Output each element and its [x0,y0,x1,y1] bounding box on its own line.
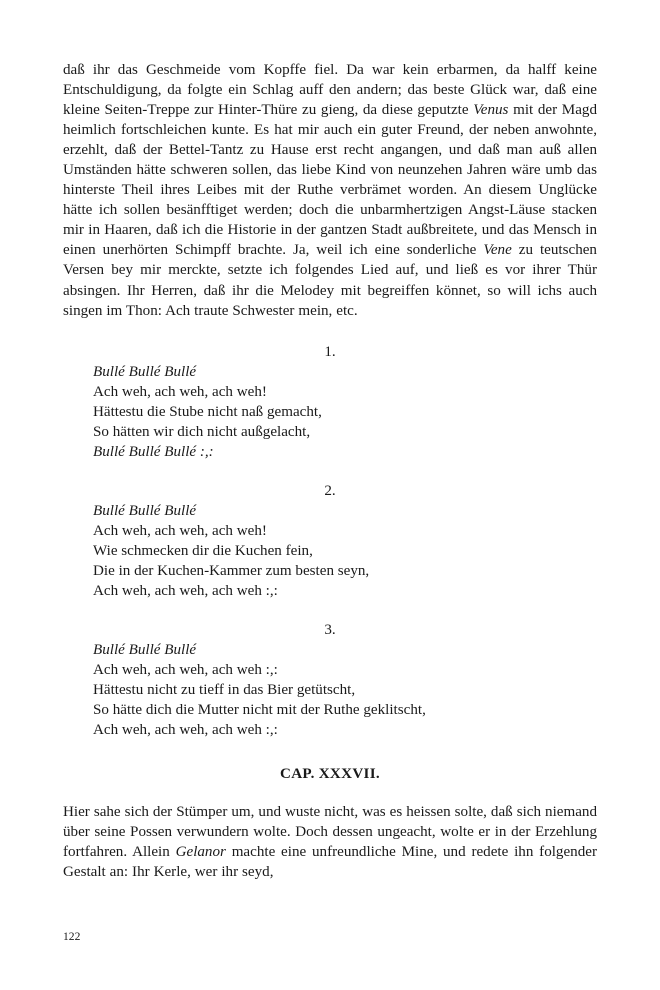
verse-line: So hätte dich die Mutter nicht mit der Ruthe geklitscht, [93,702,426,719]
spacer [63,785,597,802]
verse-line: Hättestu die Stube nicht naß gemacht, [93,403,322,420]
verse-line: Die in der Kuchen-Kammer zum besten seyn, [93,563,370,580]
verse-line: Bullé Bullé Bullé [93,642,197,659]
body-text-run: machte eine unfreundliche Mine, und redete ihn folgender Gestalt an: Ihr Kerle, wer ihr seyd, [63,843,597,880]
verse-number: 3. [324,622,336,639]
body-paragraph-closing [63,802,597,882]
verse-block [63,481,597,601]
spacer [63,740,597,764]
body-paragraph-main [63,60,597,321]
verse-line: Ach weh, ach weh, ach weh :,: [93,662,278,679]
verse-block [63,342,597,462]
verse-line: Ach weh, ach weh, ach weh :,: [93,583,278,600]
emphasized-text: Gelanor [175,843,226,860]
emphasized-text: Vene [483,242,512,259]
verse-line: Ach weh, ach weh, ach weh :,: [93,722,278,739]
body-text-run: daß ihr das Geschmeide vom Kopffe fiel. Da war kein erbarmen, da halff keine Entschuldigung, da folgte ein Schlag auff den andern; das beste Glück war, daß eine kleine Seiten-Treppe zur Hinter-Thüre zu gieng, da diese geputzte [63,62,597,119]
verse-line: So hätten wir dich nicht außgelacht, [93,423,311,440]
page-text-block [63,60,597,882]
verse-line: Bullé Bullé Bullé [93,363,197,380]
spacer [63,462,597,481]
verse-line: Ach weh, ach weh, ach weh! [93,522,267,539]
verse-line: Ach weh, ach weh, ach weh! [93,383,267,400]
verse-line: Bullé Bullé Bullé [93,502,197,519]
verse-line-list [93,640,597,740]
song-verses [63,342,597,741]
verse-line-list [93,501,597,601]
body-text-run: Hier sahe sich der Stümper um, und wuste nicht, was es heissen solte, daß sich niemand über seine Possen verwundern wolte. Doch dessen ungeacht, wolte er in der Erzehlung fortfahren. Allein [63,803,597,860]
verse-block [63,620,597,740]
body-text-run: mit der Magd heimlich fortschleichen kunte. Es hat mir auch ein guter Freund, der neben anwohnte, erzehlt, daß der Bettel-Tantz zu Hause erst recht angangen, und daß man auß allen Umständen hätte schweren sollen, das liebe Kind von neunzehen Jahren wäre umb das hinterste Theil ihres Leibes mit der Ruthe verbrämet worden. An diesem Unglücke hätte ich sollen besänfftiget werden; doch die unbarmhertzigen Angst-Läuse stacken mir in Haaren, daß ich die Historie in der gantzen Stadt außbreitete, und das Mensch in einen unerhörten Schimpff brachte. Ja, weil ich eine sonderliche [63,102,597,259]
verse-number: 2. [324,482,336,499]
verse-line: Bullé Bullé Bullé :,: [93,443,214,460]
verse-line: Hättestu nicht zu tieff in das Bier getütscht, [93,682,356,699]
verse-line: Wie schmecken dir die Kuchen fein, [93,543,313,560]
page-number: 122 [63,930,81,943]
chapter-heading: CAP. XXXVII. [280,766,380,783]
verse-number: 1. [324,343,336,360]
spacer [63,601,597,620]
body-text-run: zu teutschen Versen bey mir merckte, setzte ich folgendes Lied auf, und ließ es vor ihrer Thür absingen. Ihr Herren, daß ihr die Melodey mit begreiffen könnet, so will ichs auch singen im Thon: Ach traute Schwester mein, etc. [63,242,597,319]
spacer [63,321,597,342]
emphasized-text: Venus [473,102,509,119]
verse-line-list [93,362,597,462]
